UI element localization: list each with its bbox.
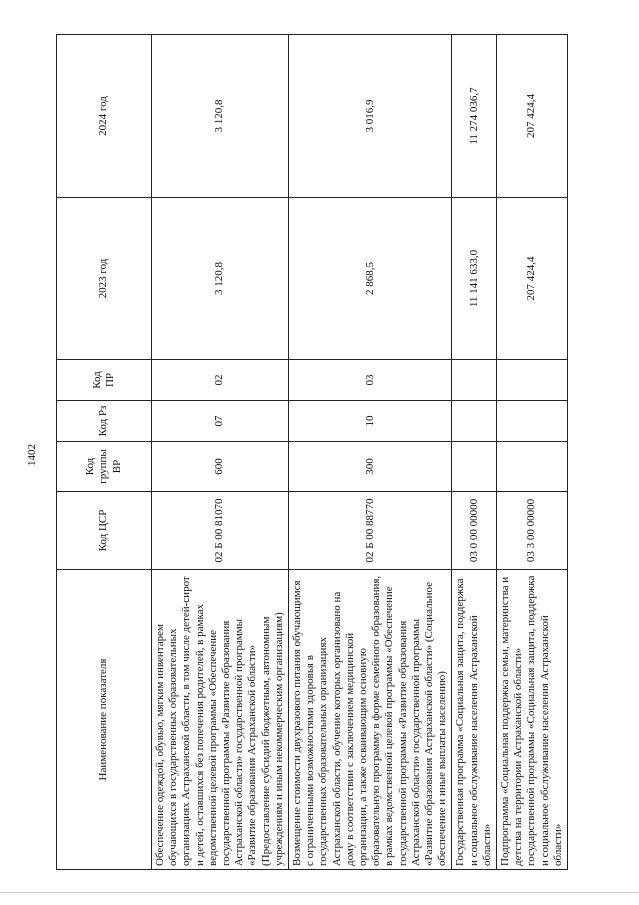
rotated-table-page — [56, 35, 586, 870]
row-vr: 600 — [152, 442, 289, 492]
row-csr: 02 Б 00 88770 — [289, 492, 452, 570]
row-2024: 3 120,8 — [152, 35, 289, 198]
header-pr: Код ПР — [57, 360, 152, 401]
row-2024: 207 424,4 — [497, 35, 568, 198]
table-row — [452, 35, 497, 870]
row-pr — [452, 360, 497, 401]
table-header-row — [57, 35, 152, 870]
table-row — [497, 35, 568, 870]
row-rz: 07 — [152, 401, 289, 442]
row-pr — [497, 360, 568, 401]
header-2024: 2024 год — [57, 35, 152, 198]
header-csr: Код ЦСР — [57, 492, 152, 570]
row-rz — [497, 401, 568, 442]
row-name: Обеспечение одеждой, обувью, мягким инвентарем обучающихся в государственных образовательных организациях Астраханской области, в том числе детей-сирот и детей, оставшихся без попечения родителей, в рамках ведомственной целевой программы «Обеспечение государственной программы «Развитие образования Астраханской области» государственной программы «Развитие образования Астраханской области» (Предоставление субсидий бюджетным, автономным учреждениям и иным некоммерческим организациям) — [152, 570, 289, 870]
row-2024: 11 274 036,7 — [452, 35, 497, 198]
row-2023: 2 868,5 — [289, 198, 452, 360]
scan-edge-line — [0, 892, 639, 893]
table-row — [289, 35, 452, 870]
header-2023: 2023 год — [57, 198, 152, 360]
row-csr: 03 0 00 00000 — [452, 492, 497, 570]
row-2023: 3 120,8 — [152, 198, 289, 360]
row-vr: 300 — [289, 442, 452, 492]
row-2023: 207 424,4 — [497, 198, 568, 360]
row-name: Подпрограмма «Социальная поддержка семьи, материнства и детства на территории Астраханской области» государственной программы «Социальная защита, поддержка и социальное обслуживание населения Астраханской области» — [497, 570, 568, 870]
page-number: 1402 — [26, 444, 38, 466]
header-name: Наименование показателя — [57, 570, 152, 870]
row-2024: 3 016,9 — [289, 35, 452, 198]
row-pr: 02 — [152, 360, 289, 401]
row-rz — [452, 401, 497, 442]
row-vr — [497, 442, 568, 492]
row-csr: 03 3 00 00000 — [497, 492, 568, 570]
budget-table — [56, 34, 568, 870]
header-rz: Код Рз — [57, 401, 152, 442]
row-vr — [452, 442, 497, 492]
table-row — [152, 35, 289, 870]
row-pr: 03 — [289, 360, 452, 401]
row-2023: 11 141 633,0 — [452, 198, 497, 360]
row-csr: 02 Б 00 81070 — [152, 492, 289, 570]
header-vr: Код группы ВР — [57, 442, 152, 492]
row-name: Государственная программа «Социальная защита, поддержка и социальное обслуживание населения Астраханской области» — [452, 570, 497, 870]
row-rz: 10 — [289, 401, 452, 442]
row-name: Возмещение стоимости двухразового питания обучающимся с ограниченными возможностями здоровья в государственных образовательных организациях Астраханской области, обучение которых организовано на дому в соответствии с заключением медицинской организации, а также осваивающим основную образовательную программу в форме семейного образования, в рамках ведомственной целевой программы «Обеспечение государственной программы «Развитие образования Астраханской области» государственной программы «Развитие образования Астраханской области» (Социальное обеспечение и иные выплаты населению) — [289, 570, 452, 870]
